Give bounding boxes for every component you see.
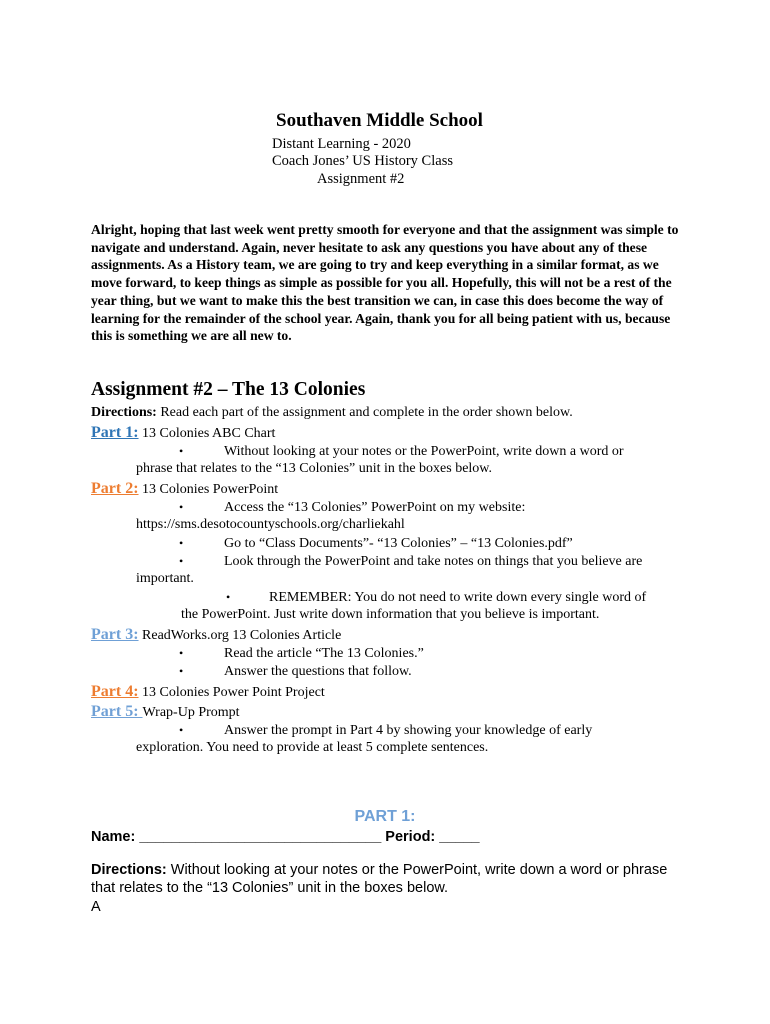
assignment-directions [91, 404, 573, 422]
bullet-icon: • [179, 646, 184, 660]
part1-bullet1-line2: phrase that relates to the “13 Colonies” unit in the boxes below. [136, 461, 493, 476]
part2-bullet3-line2: important. [136, 571, 194, 586]
part3-title: ReadWorks.org 13 Colonies Article [138, 628, 342, 643]
part2-bullet4-line1: REMEMBER: You do not need to write down every single word of [269, 590, 647, 605]
bullet-icon: • [179, 664, 184, 678]
part5-line [91, 703, 240, 722]
bullet-icon: • [179, 723, 184, 737]
bullet-icon: • [179, 500, 184, 514]
directions-text: Read each part of the assignment and complete in the order shown below. [156, 405, 573, 420]
worksheet-directions-text: Without looking at your notes or the PowerPoint, write down a word or phrase that relates to the “13 Colonies” unit in the boxes below. [91, 862, 668, 896]
part2-title: 13 Colonies PowerPoint [138, 482, 279, 497]
part2-label: Part 2: [91, 480, 139, 497]
part4-label: Part 4: [91, 683, 139, 700]
header-subtitle-3: Assignment #2 [317, 171, 405, 187]
part2-bullet2: Go to “Class Documents”- “13 Colonies” – “13 Colonies.pdf” [224, 536, 573, 551]
part2-bullet4-line2: the PowerPoint. Just write down information that you believe is important. [181, 607, 600, 622]
part1-label: Part 1: [91, 424, 139, 441]
name-period-line[interactable]: Name: ______________________________ Period: _____ [91, 829, 480, 845]
assignment-title: Assignment #2 – The 13 Colonies [91, 379, 366, 400]
part3-bullet2: Answer the questions that follow. [224, 664, 412, 679]
part3-label: Part 3: [91, 626, 139, 643]
part2-bullet3-line1: Look through the PowerPoint and take notes on things that you believe are [224, 554, 643, 569]
bullet-icon: • [179, 554, 184, 568]
part3-line [91, 626, 341, 645]
directions-label: Directions: [91, 405, 157, 420]
worksheet-part1-heading: PART 1: [354, 808, 416, 825]
school-name: Southaven Middle School [276, 110, 483, 131]
part5-title: Wrap-Up Prompt [142, 705, 240, 720]
part4-line [91, 683, 325, 702]
part2-bullet1-line1: Access the “13 Colonies” PowerPoint on my website: [224, 500, 526, 515]
part1-title: 13 Colonies ABC Chart [138, 426, 276, 441]
bullet-icon: • [226, 590, 231, 604]
part4-title: 13 Colonies Power Point Project [138, 685, 325, 700]
header-subtitle-2: Coach Jones’ US History Class [272, 153, 453, 169]
abc-letter: A [91, 899, 101, 915]
part3-bullet1: Read the article “The 13 Colonies.” [224, 646, 424, 661]
bullet-icon: • [179, 444, 184, 458]
part5-bullet1-line1: Answer the prompt in Part 4 by showing your knowledge of early [224, 723, 593, 738]
part2-line [91, 480, 278, 499]
header-subtitle-1: Distant Learning - 2020 [272, 136, 411, 152]
part5-bullet1-line2: exploration. You need to provide at least 5 complete sentences. [136, 740, 489, 755]
part1-bullet1-line1: Without looking at your notes or the PowerPoint, write down a word or [224, 444, 624, 459]
website-link[interactable]: https://sms.desotocountyschools.org/charliekahl [136, 517, 405, 532]
worksheet-directions [91, 862, 681, 897]
worksheet-directions-label: Directions: [91, 862, 167, 878]
part5-label: Part 5: [91, 703, 143, 720]
bullet-icon: • [179, 536, 184, 550]
intro-paragraph: Alright, hoping that last week went pretty smooth for everyone and that the assignment was simple to navigate and understand. Again, never hesitate to ask any questions you have about any of these assignments. As a History team, we are going to try and keep everything in a similar format, as we move forward, to keep things as simple as possible for you all. Hopefully, this will not be a rest of the year thing, but we want to make this the best transition we can, in case this does become the way of learning for the remainder of the school year. Again, thank you for all being patient with us, because this is something we are all new to. [91, 222, 679, 344]
part1-line [91, 424, 275, 443]
